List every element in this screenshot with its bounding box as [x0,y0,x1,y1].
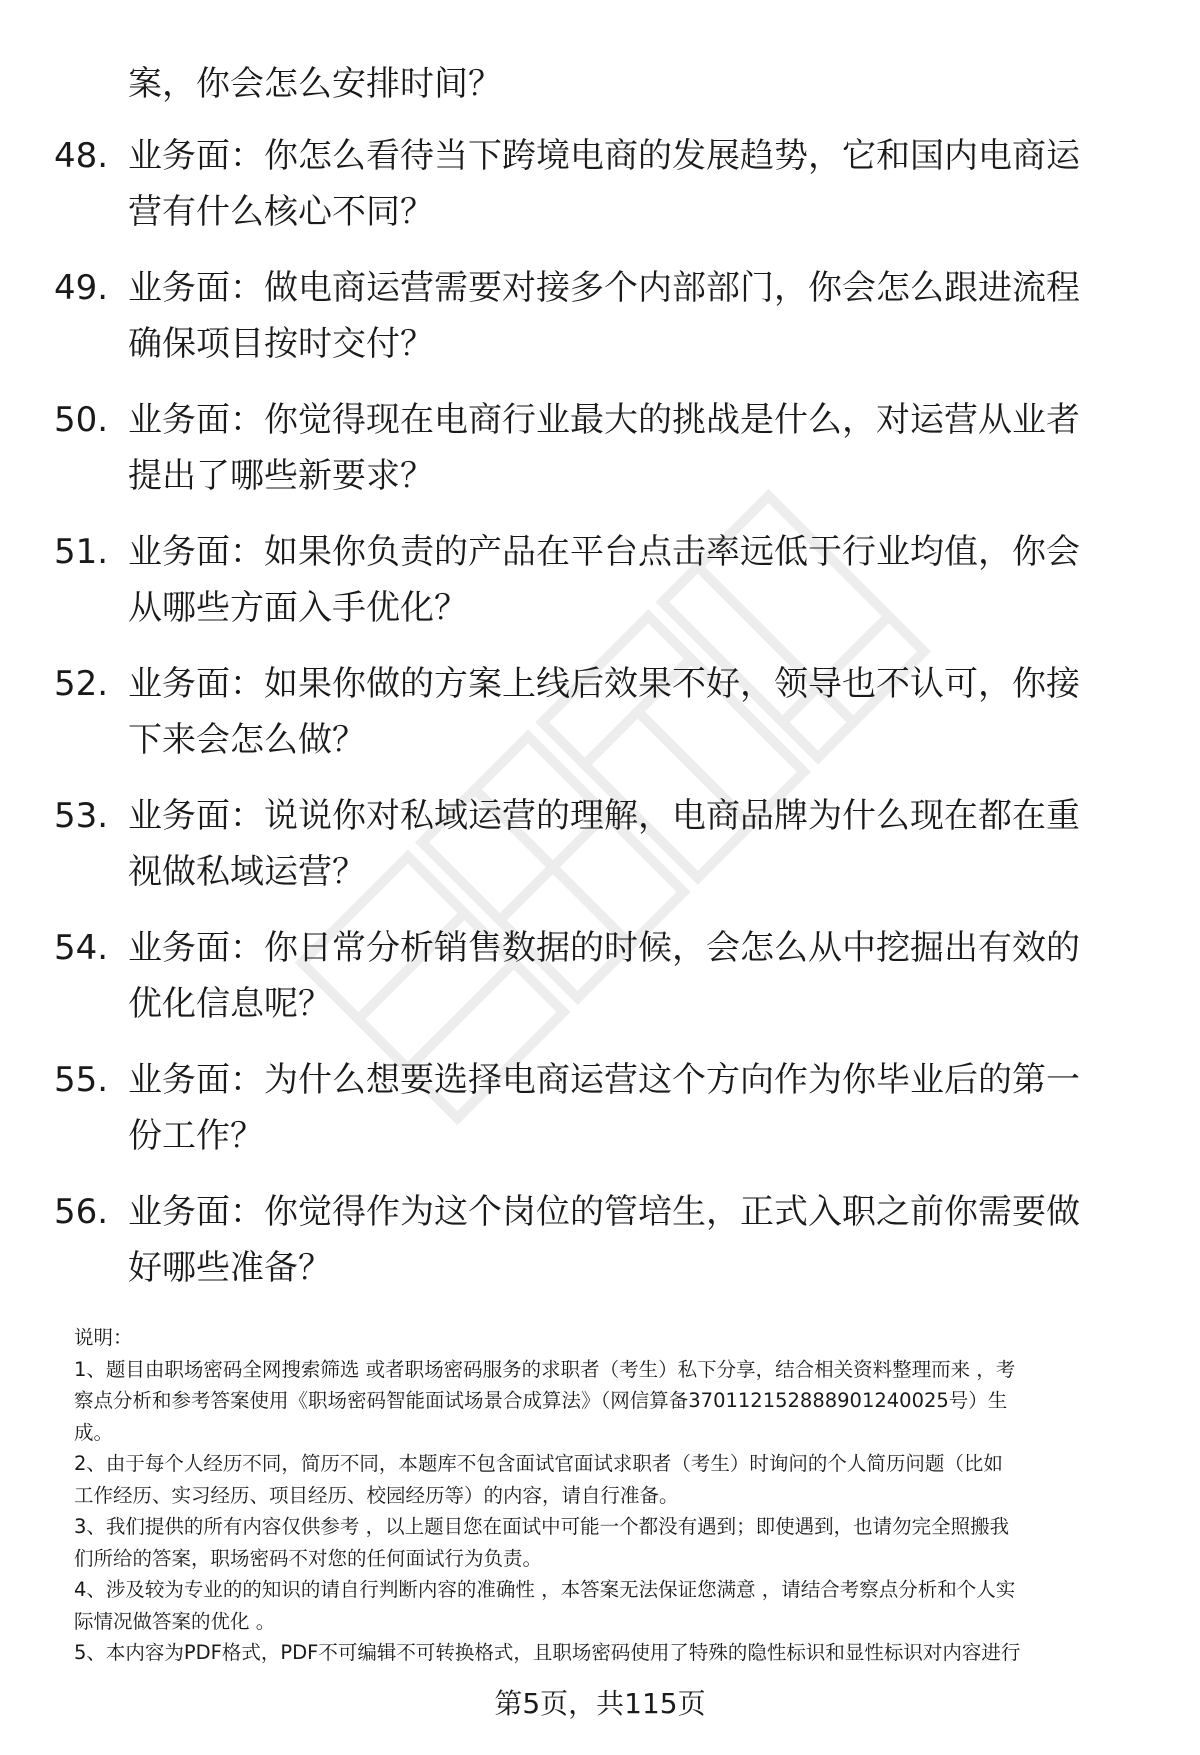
question-line: 业务面：你日常分析销售数据的时候，会怎么从中挖掘出有效的 [128,928,1080,968]
question-item [0,788,1200,920]
question-item [0,1052,1200,1184]
notes-heading: 说明： [74,1326,133,1349]
question-number: 54. [54,928,109,968]
question-line: 视做私域运营？ [128,852,366,892]
question-number: 49. [54,268,109,308]
question-text [128,656,1144,768]
notes-line: 1、题目由职场密码全网搜索筛选 或者职场密码服务的求职者（考生）私下分享，结合相关资料整理而来 ，考 [74,1357,1016,1381]
question-line: 提出了哪些新要求？ [128,456,434,496]
question-line: 业务面：你怎么看待当下跨境电商的发展趋势，它和国内电商运 [128,136,1080,176]
question-line: 份工作？ [128,1116,264,1156]
question-number: 52. [54,664,109,704]
notes-line: 成。 [74,1420,114,1444]
question-text [128,920,1144,1032]
notes-line: 们所给的答案，职场密码不对您的任何面试行为负责。 [74,1546,543,1570]
question-line: 业务面：做电商运营需要对接多个内部部门，你会怎么跟进流程 [128,268,1080,308]
question-line: 下来会怎么做？ [128,720,366,760]
question-line: 确保项目按时交付？ [128,324,434,364]
question-number: 48. [54,136,109,176]
question-item [0,128,1200,260]
question-line: 营有什么核心不同？ [128,192,434,232]
question-number: 55. [54,1060,109,1100]
notes-line: 5、本内容为PDF格式，PDF不可编辑不可转换格式，且职场密码使用了特殊的隐性标识和显性标识对内容进行 [74,1641,1021,1664]
question-item [0,920,1200,1052]
question-text [128,1184,1144,1296]
notes-line: 工作经历、实习经历、项目经历、校园经历等）的内容，请自行准备。 [74,1483,679,1507]
question-line: 业务面：说说你对私域运营的理解，电商品牌为什么现在都在重 [128,796,1080,836]
question-line: 业务面：如果你做的方案上线后效果不好，领导也不认可，你接 [128,664,1080,704]
notes-line: 2、由于每个人经历不同，简历不同，本题库不包含面试官面试求职者（考生）时询问的个人简历问题（比如 [74,1452,1003,1475]
question-text [128,260,1144,372]
question-line: 业务面：你觉得作为这个岗位的管培生，正式入职之前你需要做 [128,1192,1080,1232]
question-number: 56. [54,1192,109,1232]
question-item [0,392,1200,524]
question-line: 业务面：你觉得现在电商行业最大的挑战是什么，对运营从业者 [128,400,1080,440]
question-text [128,128,1144,240]
question-text [128,788,1144,900]
question-number: 53. [54,796,109,836]
question-item [0,656,1200,788]
question-line: 优化信息呢？ [128,984,332,1024]
question-text [128,1052,1144,1164]
question-item [0,260,1200,392]
notes-line: 3、我们提供的所有内容仅供参考 ，以上题目您在面试中可能一个都没有遇到；即使遇到，也请勿完全照搬我 [74,1515,1010,1538]
question-text [128,392,1144,504]
notes-line: 4、涉及较为专业的的知识的请自行判断内容的准确性 ，本答案无法保证您满意 ，请结合考察点分析和个人实 [74,1578,1016,1601]
question-line: 好哪些准备？ [128,1248,332,1288]
question-number: 50. [54,400,109,440]
question-line: 业务面：为什么想要选择电商运营这个方向作为你毕业后的第一 [128,1060,1080,1100]
question-number: 51. [54,532,109,572]
continued-question-text: 案，你会怎么安排时间？ [128,64,502,104]
notes-section [74,1322,1154,1669]
question-text [128,524,1144,636]
question-line: 从哪些方面入手优化？ [128,588,468,628]
notes-line: 察点分析和参考答案使用《职场密码智能面试场景合成算法》（网信算备370112152888901240025号）生 [74,1389,1008,1412]
question-item [0,1184,1200,1316]
notes-line: 际情况做答案的优化 。 [74,1609,276,1633]
question-list [0,128,1200,1316]
page-number-footer: 第5页，共115页 [494,1687,706,1720]
question-line: 业务面：如果你负责的产品在平台点击率远低于行业均值，你会 [128,532,1080,572]
question-item [0,524,1200,656]
